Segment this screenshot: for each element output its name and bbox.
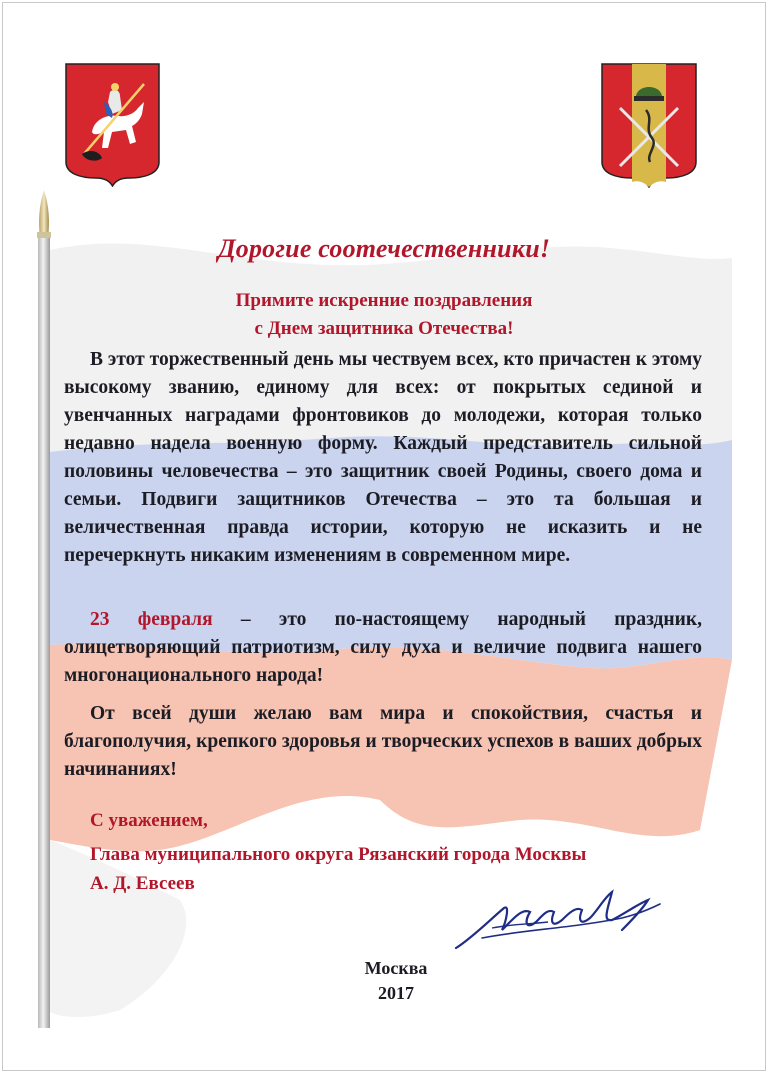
district-coat-of-arms-icon: [600, 62, 698, 188]
paragraph-2-text: – это по-настоящему народный праздник, олицетворяющий патриотизм, силу духа и величие подвига нашего многонационального народа!: [64, 609, 703, 686]
signer-position: Глава муниципального округа Рязанский города Москвы: [90, 844, 587, 865]
body-paragraph-3: [64, 700, 702, 784]
closing-regards: С уважением,: [90, 810, 208, 831]
signer-name: А. Д. Евсеев: [90, 873, 195, 894]
handwritten-signature-icon: [452, 878, 664, 960]
greeting-title: Дорогие соотечественники!: [217, 234, 551, 263]
greeting-subtitle-line1: Примите искренние поздравления: [235, 290, 533, 311]
paragraph-3-text: От всей души желаю вам мира и спокойствия, счастья и благополучия, крепкого здоровья и творческих успехов в ваших добрых начинаниях!: [64, 703, 702, 780]
footer-city: Москва: [364, 958, 428, 978]
body-paragraph-2: [64, 606, 702, 690]
holiday-date: 23 февраля: [90, 609, 213, 630]
body-paragraph-1: [64, 346, 702, 570]
moscow-coat-of-arms-icon: [64, 62, 161, 187]
flag-pole-tip: [39, 190, 49, 238]
flag-pole: [38, 238, 50, 1028]
greeting-subtitle-line2: с Днем защитника Отечества!: [254, 318, 514, 339]
paragraph-1-text: В этот торжественный день мы чествуем всех, кто причастен к этому высокому званию, единому для всех: от покрытых сединой и увенчанных наградами фронтовиков до молодежи, которая только недавно надела военную форму. Каждый представитель сильной половины человечества – это защитник своей Родины, своего дома и семьи. Подвиги защитников Отечества – это та большая и величественная правда истории, которую не исказить и не перечеркнуть никаким изменениям в современном мире.: [64, 349, 702, 566]
footer-year: 2017: [378, 983, 414, 1003]
